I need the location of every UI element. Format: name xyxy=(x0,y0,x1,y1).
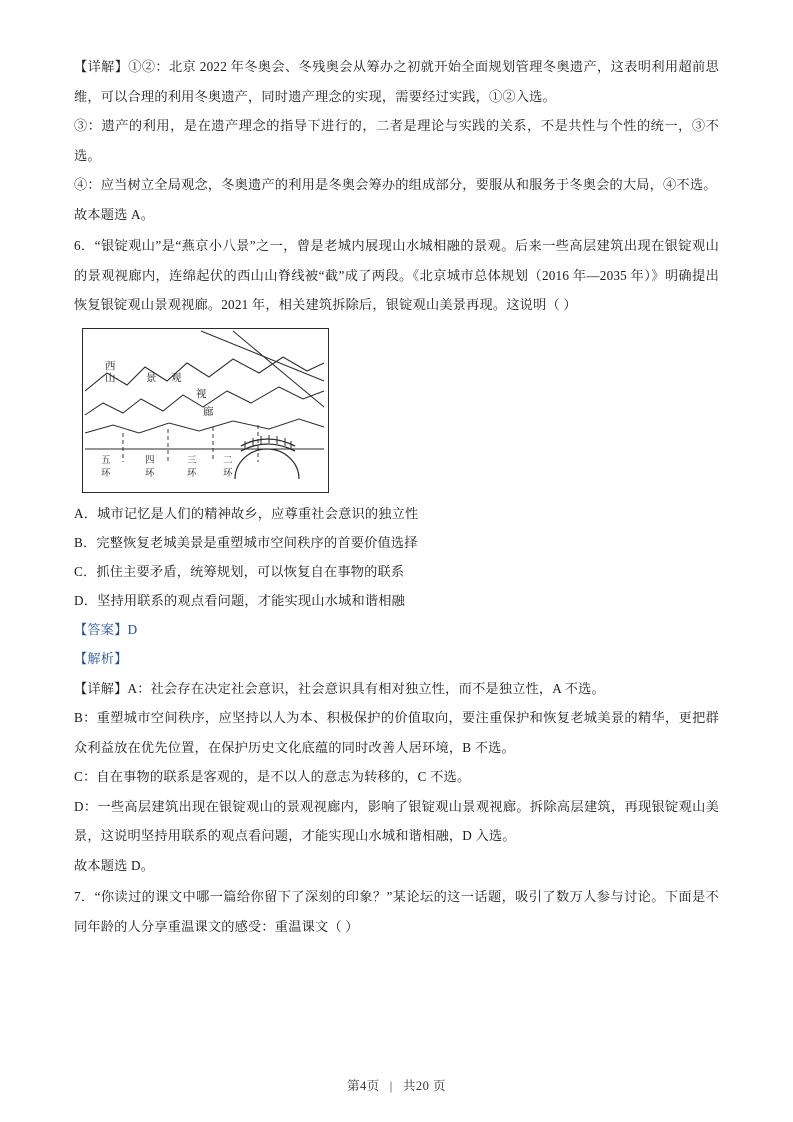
figure-label-west-mountain-1: 西 xyxy=(105,360,116,372)
analysis-a: 【详解】A：社会存在决定社会意识，社会意识具有相对独立性，而不是独立性，A 不选。 xyxy=(74,680,605,696)
paragraph-conclusion-1: 故本题选 A。 xyxy=(74,206,155,222)
figure-label-ring5-2: 环 xyxy=(101,468,111,479)
figure-label-west-mountain-2: 山 xyxy=(105,372,116,384)
answer-value: D xyxy=(127,621,138,637)
footer-separator: | xyxy=(389,1079,393,1093)
analysis-c: C：自在事物的联系是客观的，是不以人的意志为转移的，C 不选。 xyxy=(74,769,471,784)
figure-label-ring3-1: 三 xyxy=(187,455,197,466)
footer-page-number: 第4页 xyxy=(347,1079,380,1093)
question-6-stem: 6．“银锭观山”是“燕京小八景”之一，曾是老城内展现山水城相融的景观。后来一些高层建筑出现在银锭观山的景观视廊内，连绵起伏的西山山脊线被“截”成了两段。《北京城市总体规划（2016 年—2035 年）》明确提出恢复银锭观山景观视廊。2021 年，相关建筑拆除后，银锭观山美景再现。这说明（ ） xyxy=(74,238,719,312)
figure-label-ring2-1: 二 xyxy=(223,455,233,466)
analysis-label: 【解析】 xyxy=(74,651,128,666)
figure-label-ring3-2: 环 xyxy=(187,468,197,479)
answer-label: 【答案】 xyxy=(74,621,128,637)
figure-label-corridor: 廊 xyxy=(203,406,214,418)
figure-label-ring4-1: 四 xyxy=(145,455,155,466)
answer-line xyxy=(74,615,719,645)
figure-label-scene: 景 xyxy=(146,372,157,384)
figure-label-sight: 视 xyxy=(196,388,207,400)
figure-label-ring2-2: 环 xyxy=(223,468,233,479)
analysis-b: B：重塑城市空间秩序，应坚持以人为本、积极保护的价值取向，要注重保护和恢复老城美景的精华，更把群众利益放在优先位置，在保护历史文化底蕴的同时改善人居环境，B 不选。 xyxy=(74,710,719,755)
option-a[interactable]: A．城市记忆是人们的精神故乡，应尊重社会意识的独立性 xyxy=(74,505,419,521)
figure-label-ring4-2: 环 xyxy=(145,468,155,479)
option-c[interactable]: C．抓住主要矛盾，统筹规划，可以恢复自在事物的联系 xyxy=(74,563,405,579)
paragraph-detail-1: 【详解】①②：北京 2022 年冬奥会、冬残奥会从筹办之初就开始全面规划管理冬奥遗产，这表明利用超前思维，可以合理的利用冬奥遗产，同时遗产理念的实现，需要经过实践，①②入选。 xyxy=(74,59,719,104)
option-d[interactable]: D．坚持用联系的观点看问题，才能实现山水城和谐相融 xyxy=(74,592,406,608)
paragraph-detail-2: ③：遗产的利用，是在遗产理念的指导下进行的，二者是理论与实践的关系，不是共性与个性的统一，③不选。 xyxy=(74,118,719,163)
silver-ingot-mountain-view-corridor-diagram xyxy=(82,328,329,493)
page-footer xyxy=(0,1076,793,1094)
footer-total-pages: 共20 页 xyxy=(402,1079,446,1093)
question-7-stem: 7．“你读过的课文中哪一篇给你留下了深刻的印象？”某论坛的这一话题，吸引了数万人参与讨论。下面是不同年龄的人分享重温课文的感受：重温课文（ ） xyxy=(74,889,719,934)
option-b[interactable]: B．完整恢复老城美景是重塑城市空间秩序的首要价值选择 xyxy=(74,534,418,550)
figure-label-view: 观 xyxy=(171,372,182,384)
analysis-conclusion: 故本题选 D。 xyxy=(74,857,155,873)
paragraph-detail-3: ④：应当树立全局观念，冬奥遗产的利用是冬奥会筹办的组成部分，要服从和服务于冬奥会的大局，④不选。 xyxy=(74,177,717,192)
question-6-options xyxy=(74,499,719,615)
analysis-d: D：一些高层建筑出现在银锭观山的景观视廊内，影响了银锭观山景观视廊。拆除高层建筑，再现银锭观山美景，这说明坚持用联系的观点看问题，才能实现山水城和谐相融，D 入选。 xyxy=(74,798,719,843)
figure-label-ring5-1: 五 xyxy=(101,455,111,466)
